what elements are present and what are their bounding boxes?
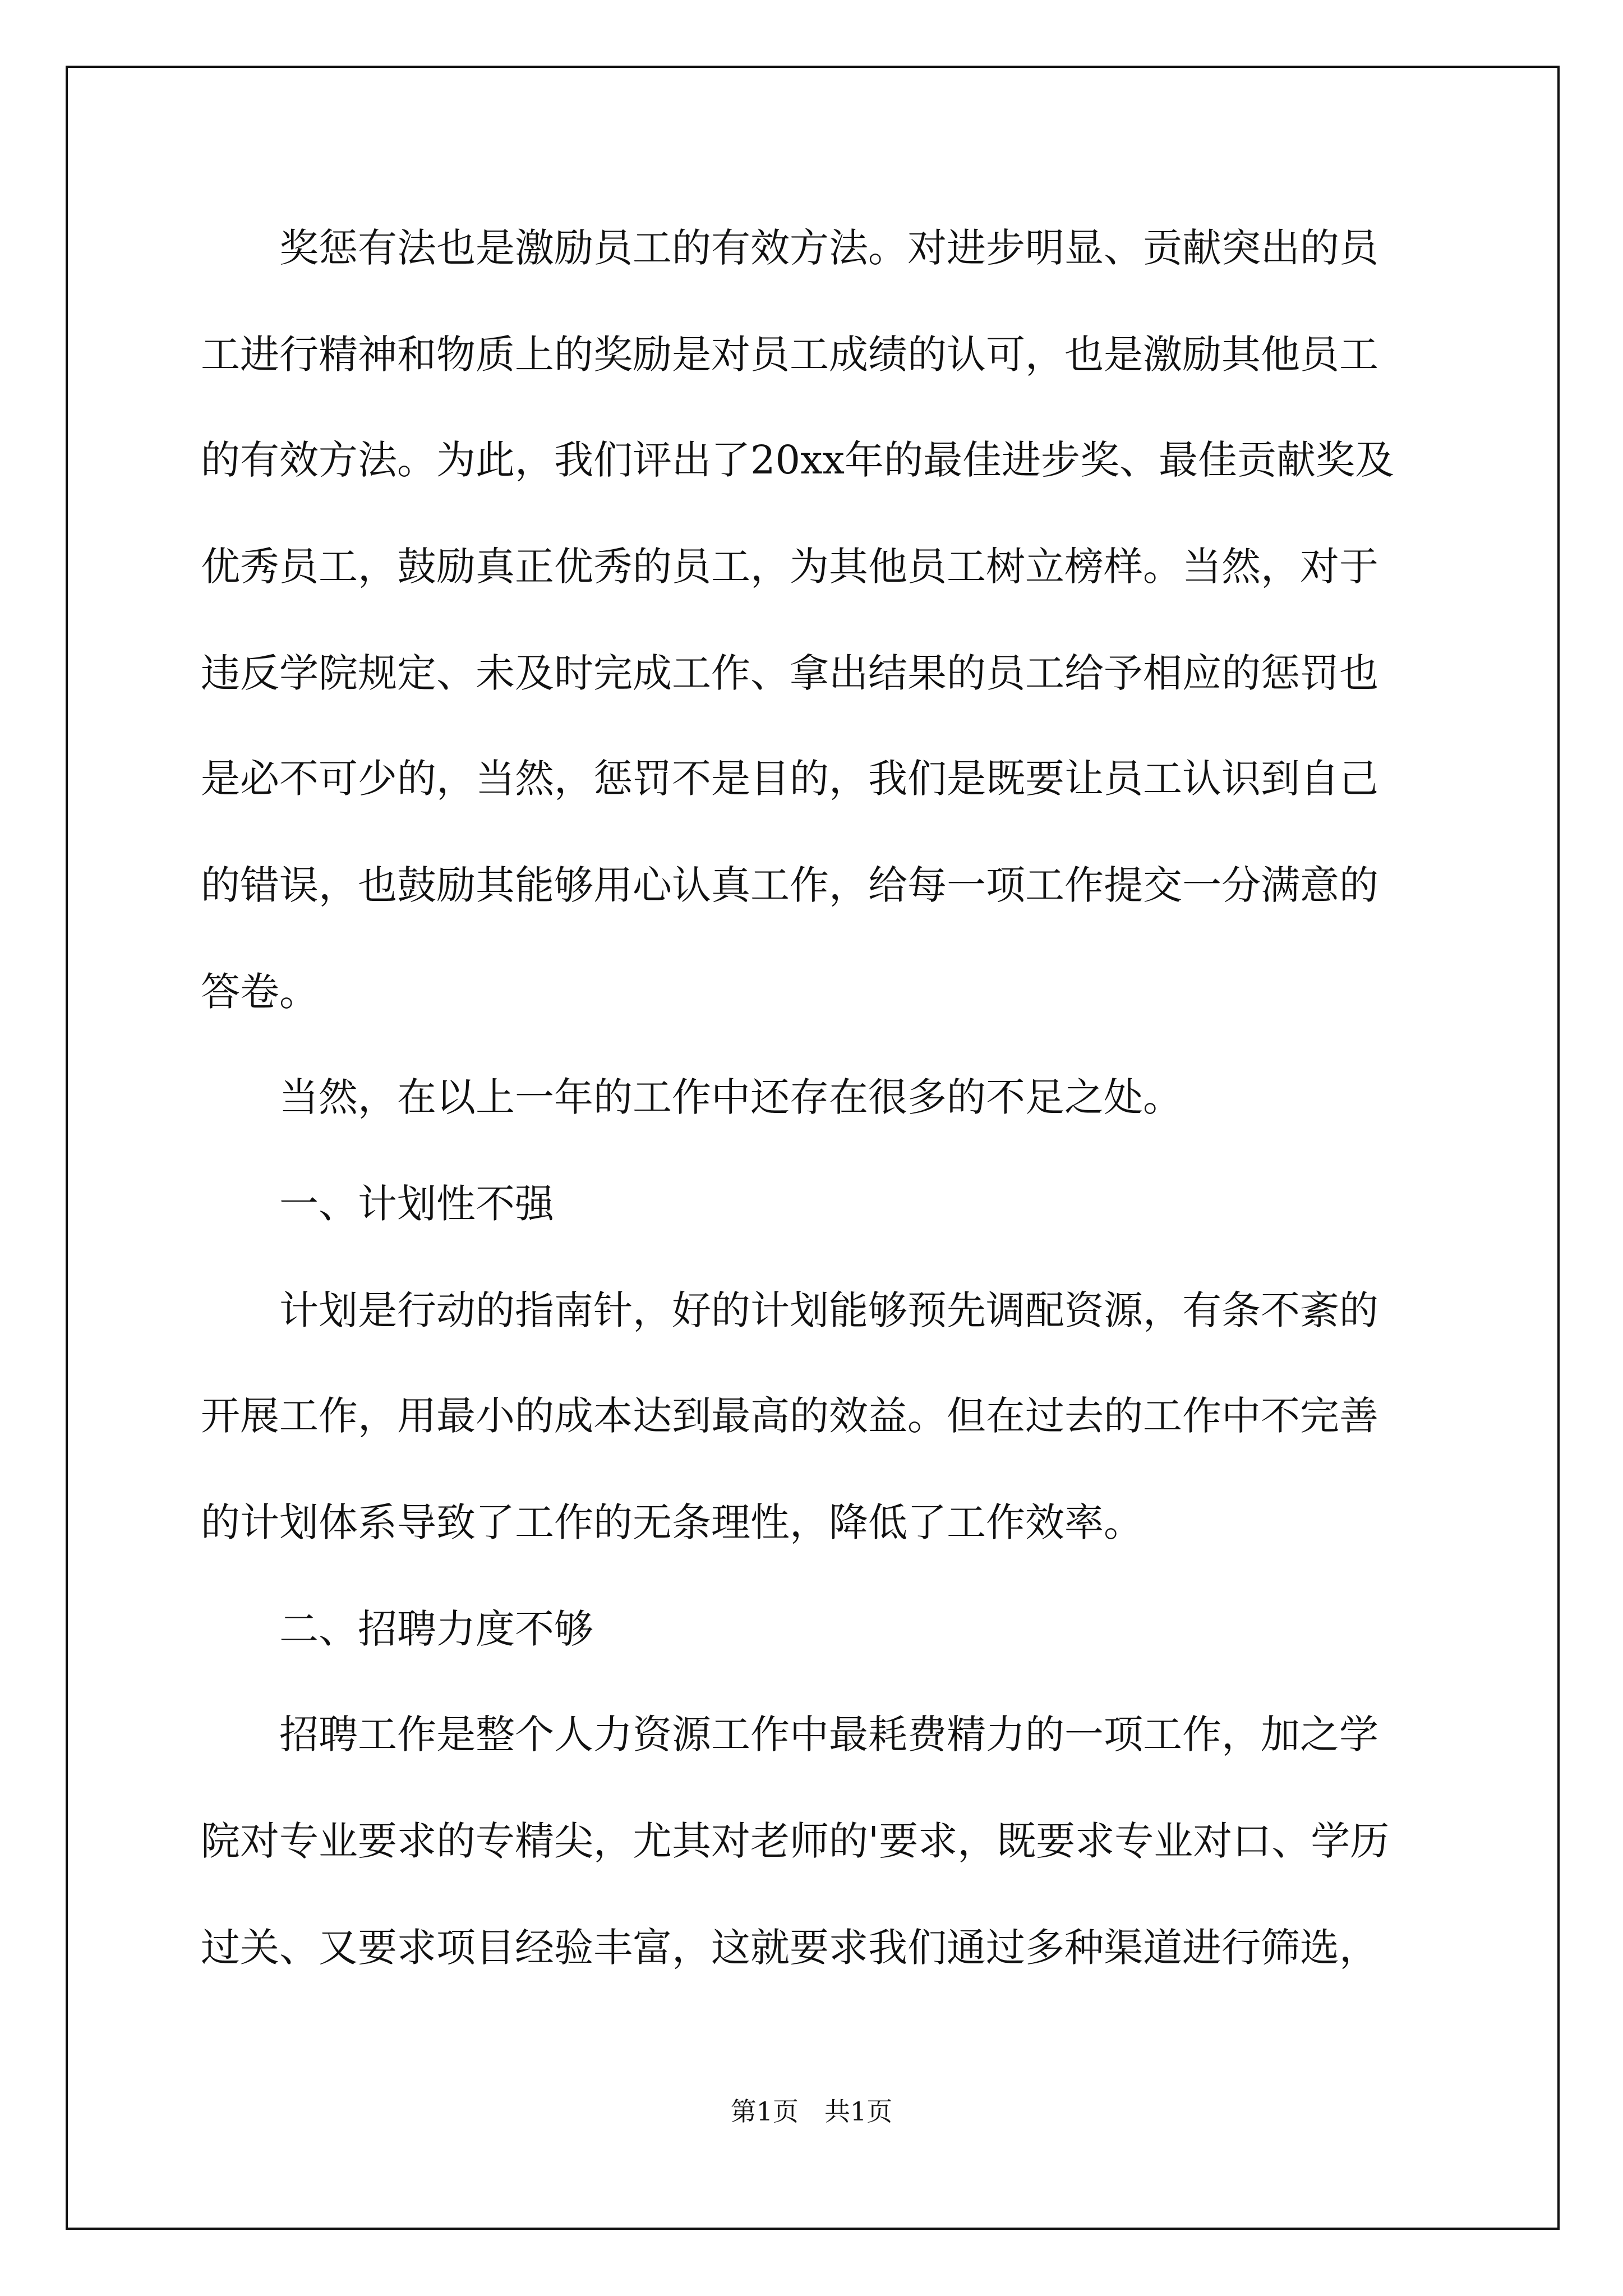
- text-line: 开展工作，用最小的成本达到最高的效益。但在过去的工作中不完善: [201, 1393, 1378, 1439]
- text-line: 招聘工作是整个人力资源工作中最耗费精力的一项工作，加之学: [201, 1711, 1378, 1757]
- text-line: 过关、又要求项目经验丰富，这就要求我们通过多种渠道进行筛选，: [201, 1925, 1378, 1971]
- text-line: 工进行精神和物质上的奖励是对员工成绩的认可，也是激励其他员工: [201, 332, 1378, 378]
- text-line: 奖惩有法也是激励员工的有效方法。对进步明显、贡献突出的员: [201, 225, 1378, 271]
- text-line: 优秀员工，鼓励真正优秀的员工，为其他员工树立榜样。当然，对于: [201, 544, 1378, 590]
- text-line: 的错误，也鼓励其能够用心认真工作，给每一项工作提交一分满意的: [201, 862, 1378, 908]
- section-heading: 一、计划性不强: [201, 1181, 554, 1227]
- text-line: 计划是行动的指南针，好的计划能够预先调配资源，有条不紊的: [201, 1287, 1378, 1333]
- text-line: 的计划体系导致了工作的无条理性，降低了工作效率。: [201, 1499, 1143, 1545]
- text-line: 是必不可少的，当然，惩罚不是目的，我们是既要让员工认识到自己: [201, 756, 1378, 802]
- text-line: 院对专业要求的专精尖，尤其对老师的'要求，既要求专业对口、学历: [201, 1818, 1390, 1864]
- text-line: 的有效方法。为此，我们评出了20xx年的最佳进步奖、最佳贡献奖及: [201, 437, 1395, 483]
- section-heading: 二、招聘力度不够: [201, 1606, 593, 1652]
- page-footer: 第1页 共1页: [730, 2096, 893, 2127]
- text-line: 当然，在以上一年的工作中还存在很多的不足之处。: [201, 1074, 1182, 1120]
- text-line: 答卷。: [201, 969, 319, 1015]
- text-line: 违反学院规定、未及时完成工作、拿出结果的员工给予相应的惩罚也: [201, 650, 1378, 696]
- page-border: [66, 66, 1560, 2230]
